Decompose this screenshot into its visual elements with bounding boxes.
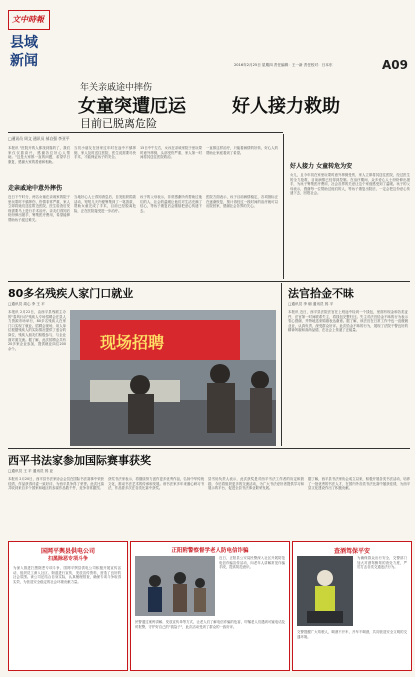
story4-col-4: 据了解，西平县书法家协会成立以来，积极开展各类书法活动，培养了一批优秀的书法人才，在国内外各类书法比赛中屡获佳绩，为西平县文化建设作出了积极贡献。 [308,477,410,491]
brand-logo [8,10,50,30]
box3-photo [297,556,353,626]
bottom-box-2 [130,541,290,671]
bottom-box-1 [8,541,128,671]
box3-body-bottom: 交警提醒广大驾驶人，喝酒不开车，开车不喝酒，共同营造安全文明的交通环境。 [297,630,407,639]
story2-byline: □通讯员 周心 李 王 平 [8,302,45,306]
box1-subtitle: 扫黑除恶专项斗争 [47,556,88,562]
side-head: 好人接力 女童转危为安 [290,163,353,170]
section-rule-2 [8,448,410,449]
lead-col-1: 本报讯 "医院开的人都找到靠的了，我们家仅仅靠高兴，感谢各位好心人帮助。"这是大家都一直的问题，希望早日康复，感谢大家的善意和相助。 [8,146,70,164]
traffic-police-photo [297,556,353,626]
bottom-box-3 [292,541,412,671]
lead-col-5: 近日下午时分，两名女童在亲戚家的院子里玩耍时不慎摔伤，伤情非常严重，家人立即将她们送往附近医院，医生检查后发现需要马上进行手术治疗。亲友们得知后纷纷伸出援手，筹集医疗费用，希望能够帮助孩子渡过难关。 [8,195,70,222]
story3-title: 法官拾金不昧 [288,287,354,300]
brand-name: 文中時報 [12,15,44,24]
side-body: 女儿，且今年初在家里玩耍时意外摔倒受伤，家人立即将其送往医院，经过医生的全力抢救，目前病情已经得到控制。在治疗期间，众多爱心人士纷纷伸出援手，为孩子筹集医疗费用，社会各界的关爱让这个家庭感受到了温暖。孩子的父母表示，感谢每一位帮助过他们的人，等孩子康复出院后，一定会把这份爱心传递下去，回报社会。 [290,173,410,196]
box3-title: 查酒驾保平安 [333,548,370,555]
recruitment-photo [70,310,276,446]
lead-col-3: 15日中午左右，女孩在亲戚家院子里玩耍时意外摔倒，头部受伤严重，家人第一时间将其送往医院救治。 [140,146,202,160]
police-elderly-photo [135,556,215,616]
box2-body-right: 近日，正阳县公安局民警深入社区开展防范电信诈骗宣传活动，向老年人讲解常见诈骗手段，提高防范意识。 [219,556,285,570]
lead-byline: □通讯员 周文 通讯员 郝自强 李亚平 [8,136,70,141]
story3-body: 本报讯 近日，西平县法院法官在上班途中捡到一个钱包，里面有现金和各类证件，法官第一时间联系失主，将钱包完整归还。失主对法官拾金不昧的行为表示衷心感谢，并特地送来锦旗表达谢意。据了解，该法官在日常工作中也一直兢兢业业，认真负责，深受群众好评。此次拾金不昧的行为，展现了法院干警良好的精神风貌和高尚品德，在社会上传递了正能量。 [288,310,408,333]
box2-photo [135,556,215,616]
story3-divider [281,283,282,446]
story4-col-3: 县书协负责人表示，此次获奖是对西平书法工作者的肯定和鼓励，今后将组织更多的交流活动，为广大书法爱好者提供学习和展示的平台，促进全县书法事业繁荣发展。 [208,477,304,491]
story2-col-1: 本报讯 2月22日，由西平县残联主办的"春风行动"残疾人专场招聘会在县人力资源市场举行，80多名残疾人在家门口实现了就业。招聘会现场，用人单位根据残疾人的实际情况提供了适合的岗位，残疾人朋友们积极参与，与企业面对面交流。据了解，此次招聘会共有20多家企业参加，提供就业岗位200余个。 [8,310,66,351]
lead-subtitle: 目前已脱离危险 [80,117,157,130]
section-title-top: 县域 [10,35,38,51]
masthead [8,10,408,80]
lead-section-head: 走亲戚途中意外摔伤 [8,185,63,192]
section-rule-1 [8,281,410,282]
lead-col-2: 当初小朋友在回家过年时在途中不慎摔倒，家人及时送往医院，医生说需要尽快手术，才能保证孩子的安全。 [74,146,136,160]
lead-rule [8,132,283,133]
box1-title: 国网平舆县供电公司 [40,548,95,555]
section-title-bottom: 新闻 [10,53,38,69]
dateline: 2016年2月25日 星期四 责任编辑：王一新 责任校对：日本东 [234,63,333,67]
story2-title: 80多名残疾人家门口就业 [8,287,134,300]
story3-byline: □通讯员 李 朝 通讯员 郭 平 [288,302,334,306]
lead-col-6: 当地好心人士得知消息后，自发组织捐款活动，短短几天内便筹集到了一笔善款，帮助女童完成了手术，目前已经脱离危险，正在医院接受进一步治疗。 [74,195,136,213]
photo-banner-text: 现场招聘 [100,333,165,352]
page-number: A09 [382,58,408,72]
lead-title-left: 女童突遭厄运 [78,96,186,117]
lead-col-4: 一直都这样治疗，只能看病情的好转，好心人的帮助让家庭看到了希望。 [206,146,278,155]
box2-title: 正阳附警察督学老人防电信诈骗 [171,548,249,554]
lead-kicker: 年关亲戚途中摔伤 [80,83,153,93]
story4-col-1: 本报讯 2月20日，西平县书法家协会会员在国际书法赛事中荣获佳绩，作品获得评委一致好评，为西平县争得了荣誉。此次比赛共收到来自多个国家和地区的参赛作品数千件，竞争非常激烈。 [8,477,104,491]
story4-byline: □通讯员 王 平 通讯员 郭 亚 [8,469,54,473]
lead-col-8: 医院方面表示，孩子目前病情稳定，各项指标正在逐渐恢复，预计再经过一段时间的治疗就可以出院回家，感谢社会各界的关心。 [206,195,278,209]
box3-body-right: 为确保群众出行安全，交警部门加大对酒驾醉驾的查处力度，严厉打击各类交通违法行为。 [357,556,407,570]
story2-photo [70,310,276,446]
lead-col-7: 孩子的父母表示，非常感谢所有帮助过他们的人，社会的温暖让他们对生活充满了信心，等孩子康复后会继续把爱心传递下去。 [140,195,202,213]
side-divider [283,134,284,279]
box1-body: 为深入推进扫黑除恶专项斗争，国网平舆县供电公司积极开展宣传活动，组织员工深入社区、街道进行宣传，发放宣传资料，营造了良好的社会氛围。该公司还结合自身实际，认真梳理排查，确保专项斗争取得实效，为营造安全稳定的社会环境贡献力量。 [13,566,121,584]
story4-col-2: 获奖书法家表示，将继续努力创作更多优秀作品，弘扬中华传统文化，推动书法艺术的传承和发展。该书法家多年来潜心研习书法，作品曾多次在各类比赛中获奖。 [108,477,204,491]
box2-body-bottom: 民警通过案例讲解、发放宣传单等方式，让老人们了解电信诈骗的危害，叮嘱老人们遇到可疑电话及时报警，守护好自己的"钱袋子"，此次活动受到了群众的一致好评。 [135,620,285,629]
lead-title-right: 好人接力救助 [232,96,340,117]
story4-title: 西平书法家参加国际赛事获奖 [8,454,151,467]
